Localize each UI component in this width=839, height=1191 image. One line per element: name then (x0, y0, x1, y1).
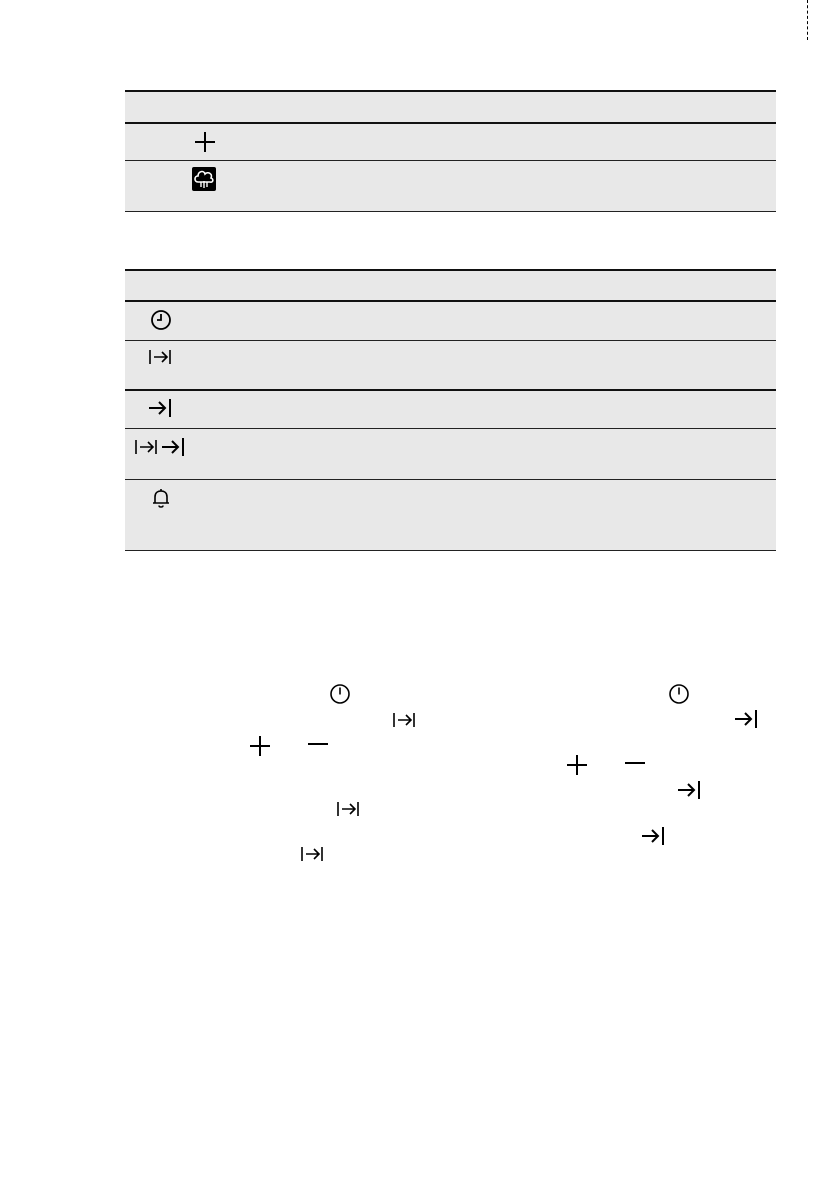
duration-icon (301, 845, 323, 868)
table-row (125, 161, 776, 211)
table-header-row (125, 271, 776, 300)
table-bottom-rule (125, 211, 776, 212)
table-row (125, 429, 776, 479)
table-header-row (125, 92, 776, 122)
end-icon (677, 780, 701, 805)
power-icon (329, 683, 351, 710)
end-icon (734, 709, 758, 734)
duration-icon (149, 348, 171, 366)
table-row (125, 391, 776, 428)
end-icon (148, 398, 172, 418)
power-icon (668, 683, 690, 710)
plus-icon (249, 735, 271, 762)
duration-icon (393, 711, 415, 734)
clock-icon (150, 309, 172, 331)
page-cut-mark (807, 0, 808, 40)
minus-icon (624, 754, 646, 781)
end-icon (641, 826, 665, 851)
plus-icon (194, 131, 216, 153)
steam-cleaning-icon (192, 167, 216, 191)
clock-functions-table (125, 269, 776, 551)
bell-icon (151, 487, 171, 509)
duration-end-icon (135, 437, 187, 457)
table-row (125, 341, 776, 389)
minus-icon (307, 735, 329, 762)
plus-icon (566, 754, 588, 781)
table-row (125, 124, 776, 160)
duration-icon (337, 800, 359, 823)
table-row (125, 480, 776, 550)
display-indicators-table (125, 90, 776, 212)
table-bottom-rule (125, 550, 776, 551)
table-row (125, 302, 776, 340)
